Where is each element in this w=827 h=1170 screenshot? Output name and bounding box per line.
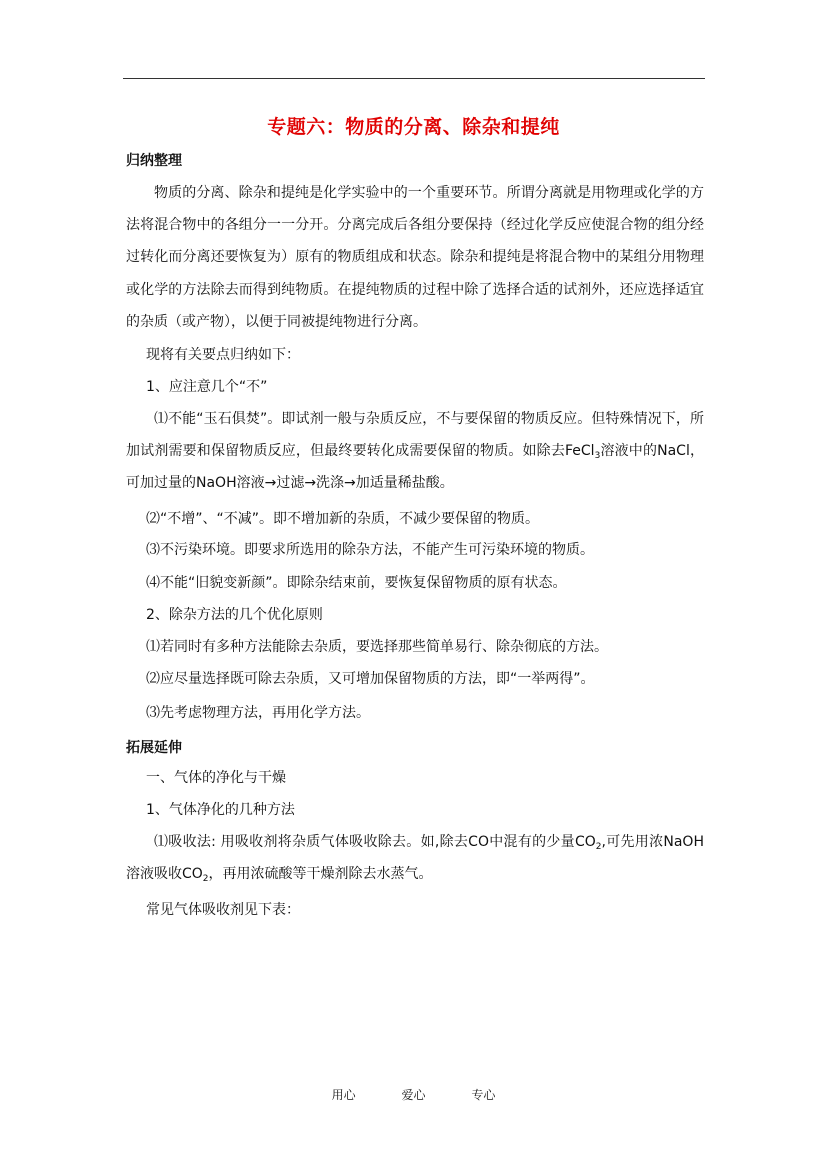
section-heading-extension: 拓展延伸 xyxy=(126,740,182,756)
fecl-formula: FeCl xyxy=(565,443,595,460)
absorption-text-a: ⑴吸收法: 用吸收剂将杂质气体吸收除去。如,除去CO中混有的少量CO xyxy=(154,834,596,850)
point1-item1 xyxy=(126,403,704,500)
table-intro: 常见气体吸收剂见下表： xyxy=(146,902,300,918)
point1-item3: ⑶不污染环境。即要求所选用的除杂方法，不能产生可污染环境的物质。 xyxy=(146,542,594,558)
point2-title: 2、除杂方法的几个优化原则 xyxy=(146,607,323,623)
point1-title: 1、应注意几个“不” xyxy=(146,379,268,395)
footer-item: 专心 xyxy=(471,1088,496,1102)
point1-item2: ⑵“不增”、“不减”。即不增加新的杂质，不减少要保留的物质。 xyxy=(146,511,540,527)
gas-purification-heading: 一、气体的净化与干燥 xyxy=(146,770,286,786)
point1-item1-text-b: 溶液中的NaCl，可加过量的NaOH溶液→过滤→洗涤→加适量稀盐酸。 xyxy=(126,443,704,492)
section-heading-summary: 归纳整理 xyxy=(126,153,182,169)
co2-subscript-2: 2 xyxy=(202,874,209,885)
header-rule xyxy=(123,78,705,79)
summary-line: 现将有关要点归纳如下： xyxy=(146,347,300,363)
intro-paragraph: 物质的分离、除杂和提纯是化学实验中的一个重要环节。所谓分离就是用物理或化学的方法将混合物中的各组分一一分开。分离完成后各组分要保持（经过化学反应使混合物的组分经过转化而分离还要恢复为）原有的物质组成和状态。除杂和提纯是将混合物中的某组分用物理或化学的方法除去而得到纯物质。在提纯物质的过程中除了选择合适的试剂外，还应选择适宜的杂质（或产物），以便于同被提纯物进行分离。 xyxy=(126,185,704,330)
point1-item1-text-a: ⑴不能“玉石俱焚”。即试剂一般与杂质反应，不与要保留的物质反应。但特殊情况下，所加试剂需要和保留物质反应，但最终要转化成需要保留的物质。如除去 xyxy=(126,411,704,460)
point2-rule2: ⑵应尽量选择既可除去杂质，又可增加保留物质的方法，即“一举两得”。 xyxy=(146,671,595,687)
point1-item4: ⑷不能“旧貌变新颜”。即除杂结束前，要恢复保留物质的原有状态。 xyxy=(146,575,567,591)
page-title: 专题六：物质的分离、除杂和提纯 xyxy=(267,116,560,138)
footer-item: 用心 xyxy=(331,1088,356,1102)
footer-item: 爱心 xyxy=(401,1088,426,1102)
absorption-text-b: ,可先用浓NaOH溶液吸收CO xyxy=(126,834,704,883)
co2-subscript-1: 2 xyxy=(595,842,602,852)
fecl-subscript: 3 xyxy=(594,451,601,462)
absorption-method-paragraph xyxy=(126,826,704,890)
point2-rule1: ⑴若同时有多种方法能除去杂质，要选择那些简单易行、除杂彻底的方法。 xyxy=(146,639,608,655)
point2-rule3: ⑶先考虑物理方法，再用化学方法。 xyxy=(146,705,370,721)
page-footer xyxy=(0,1086,827,1103)
purification-methods-heading: 1、气体净化的几种方法 xyxy=(146,802,295,818)
absorption-text-c: ，再用浓硫酸等干燥剂除去水蒸气。 xyxy=(208,866,433,883)
